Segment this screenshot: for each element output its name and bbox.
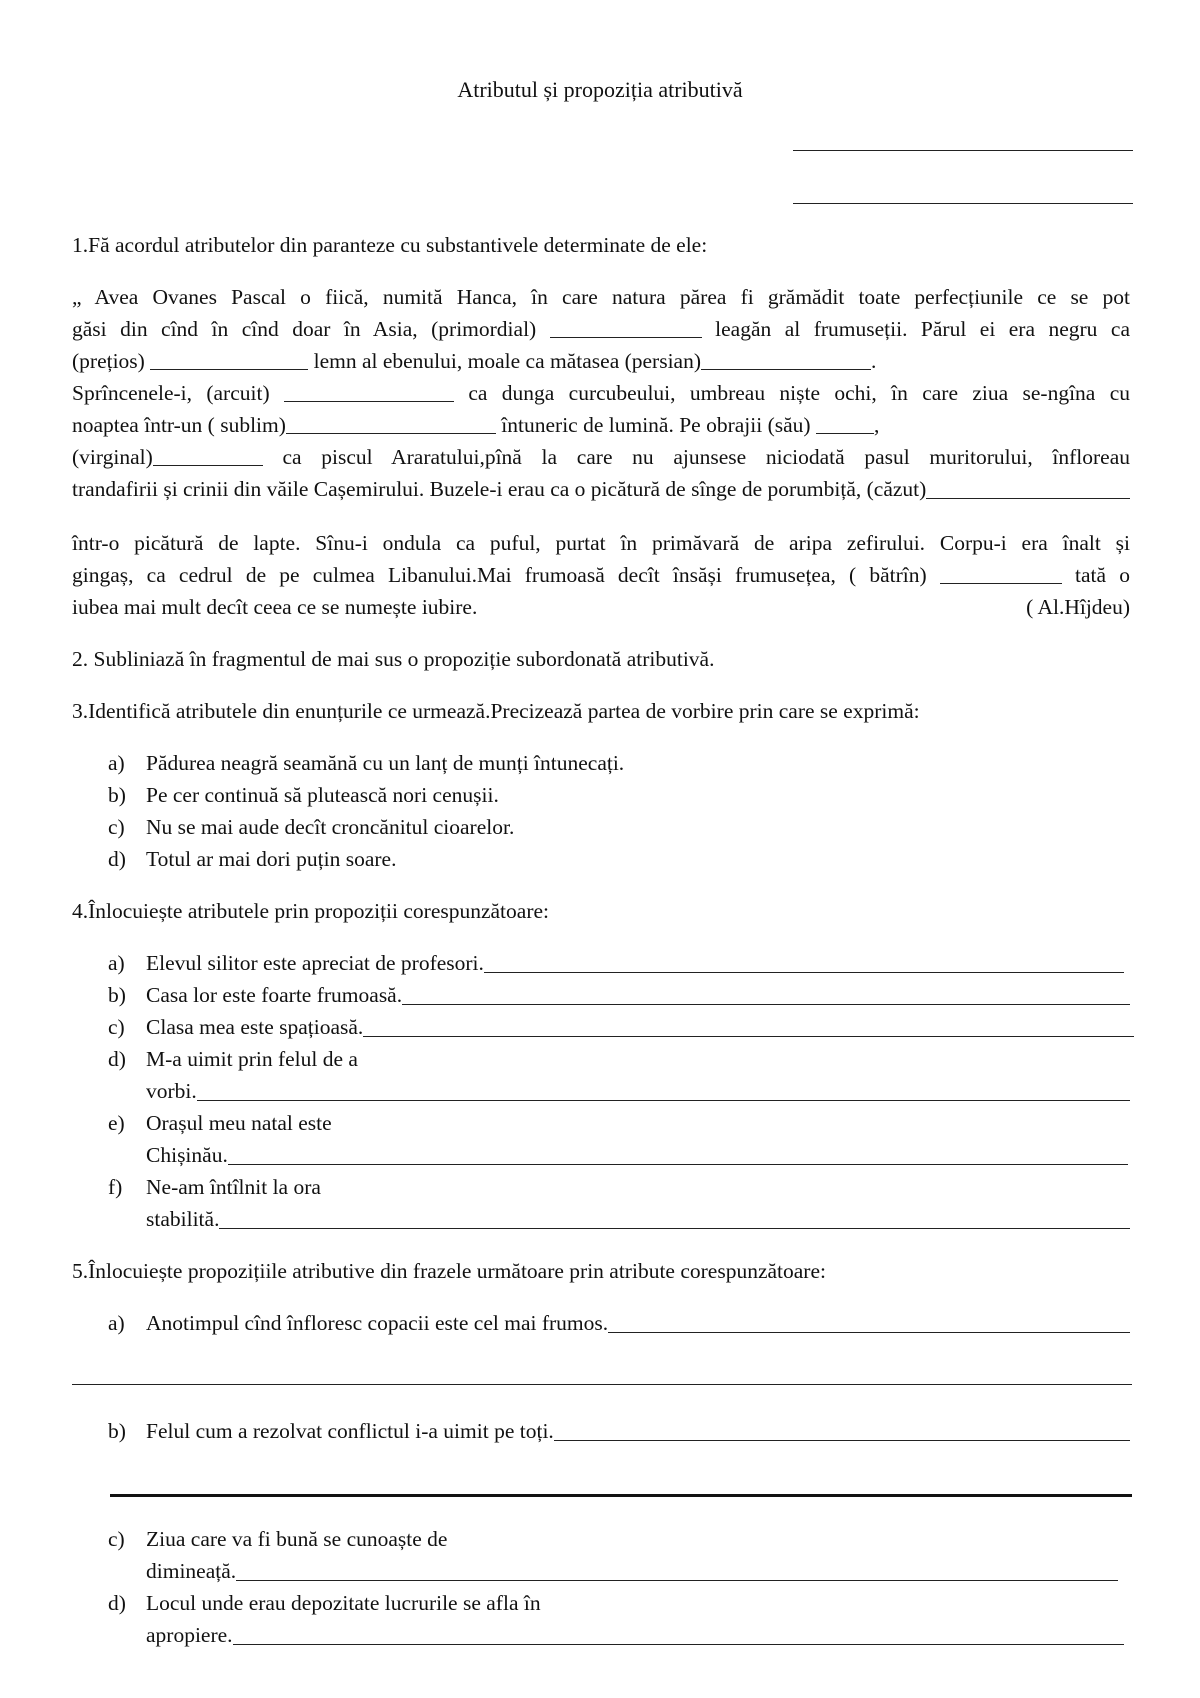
answer-line[interactable] <box>228 1142 1128 1165</box>
blank-sau[interactable] <box>816 411 874 434</box>
answer-line[interactable] <box>608 1310 1130 1333</box>
blank-virginal[interactable] <box>153 443 263 466</box>
blank-sublim[interactable] <box>286 411 496 434</box>
blank-cazut[interactable] <box>926 476 1130 499</box>
passage-line-10: iubea mai mult decît ceea ce se numește iubire. ( Al.Hîjdeu) <box>72 591 1130 623</box>
passage-line-9: gingaș, ca cedrul de pe culmea Libanului.Mai frumoasă decît însăși frumusețea, ( bătrîn) tată o <box>72 563 1130 587</box>
name-blank-1[interactable] <box>793 150 1133 151</box>
blank-persian[interactable] <box>701 347 871 370</box>
task3-heading: 3.Identifică atributele din enunțurile ce urmează.Precizează partea de vorbire prin care se exprimă: <box>72 699 920 723</box>
answer-line-thick[interactable] <box>110 1494 1132 1497</box>
answer-line[interactable] <box>484 950 1124 973</box>
passage-line-7: trandafirii și crinii din văile Cașemirului. Buzele-i erau ca o picătură de sînge de porumbiță, (căzut) <box>72 473 1130 505</box>
passage-line-1: „ Avea Ovanes Pascal o fiică, numită Hanca, în care natura părea fi grămădit toate perfecțiunile ce se pot <box>72 285 1130 309</box>
task4-heading: 4.Înlocuiește atributele prin propoziții corespunzătoare: <box>72 899 549 923</box>
blank-batrin[interactable] <box>940 561 1062 584</box>
passage-line-5: noaptea într-un ( sublim) întuneric de lumină. Pe obrajii (său) , <box>72 413 880 437</box>
page-title: Atributul și propoziția atributivă <box>457 77 743 102</box>
task2-heading: 2. Subliniază în fragmentul de mai sus o propoziție subordonată atributivă. <box>72 647 715 671</box>
blank-pretios[interactable] <box>150 347 308 370</box>
passage-line-3: (prețios) lemn al ebenului, moale ca mătasea (persian) . <box>72 349 877 373</box>
answer-line[interactable] <box>197 1078 1130 1101</box>
task5-heading: 5.Înlocuiește propozițiile atributive din frazele următoare prin atribute corespunzătoare: <box>72 1259 826 1283</box>
passage-line-6: (virginal) ca piscul Araratului,pînă la care nu ajunsese niciodată pasul muritorului, înfloreau <box>72 445 1130 469</box>
answer-line[interactable] <box>236 1558 1118 1581</box>
name-blank-2[interactable] <box>793 203 1133 204</box>
answer-line-full[interactable] <box>72 1384 1132 1385</box>
passage-line-8: într-o picătură de lapte. Sînu-i ondula ca puful, purtat în primăvară de aripa zefirului. Corpu-i era înalt și <box>72 531 1130 555</box>
passage-author: ( Al.Hîjdeu) <box>1026 595 1130 619</box>
answer-line[interactable] <box>219 1206 1130 1229</box>
passage-line-4: Sprîncenele-i, (arcuit) ca dunga curcubeului, umbreau niște ochi, în care ziua se-ngîna cu <box>72 381 1130 405</box>
answer-line[interactable] <box>233 1622 1124 1645</box>
answer-line[interactable] <box>363 1014 1134 1037</box>
task1-heading: 1.Fă acordul atributelor din paranteze cu substantivele determinate de ele: <box>72 233 708 257</box>
passage-line-2: găsi din cînd în cînd doar în Asia, (primordial) leagăn al frumuseții. Părul ei era negru ca <box>72 317 1130 341</box>
answer-line[interactable] <box>554 1418 1130 1441</box>
blank-arcuit[interactable] <box>284 379 454 402</box>
blank-primordial[interactable] <box>550 315 702 338</box>
answer-line[interactable] <box>402 982 1130 1005</box>
